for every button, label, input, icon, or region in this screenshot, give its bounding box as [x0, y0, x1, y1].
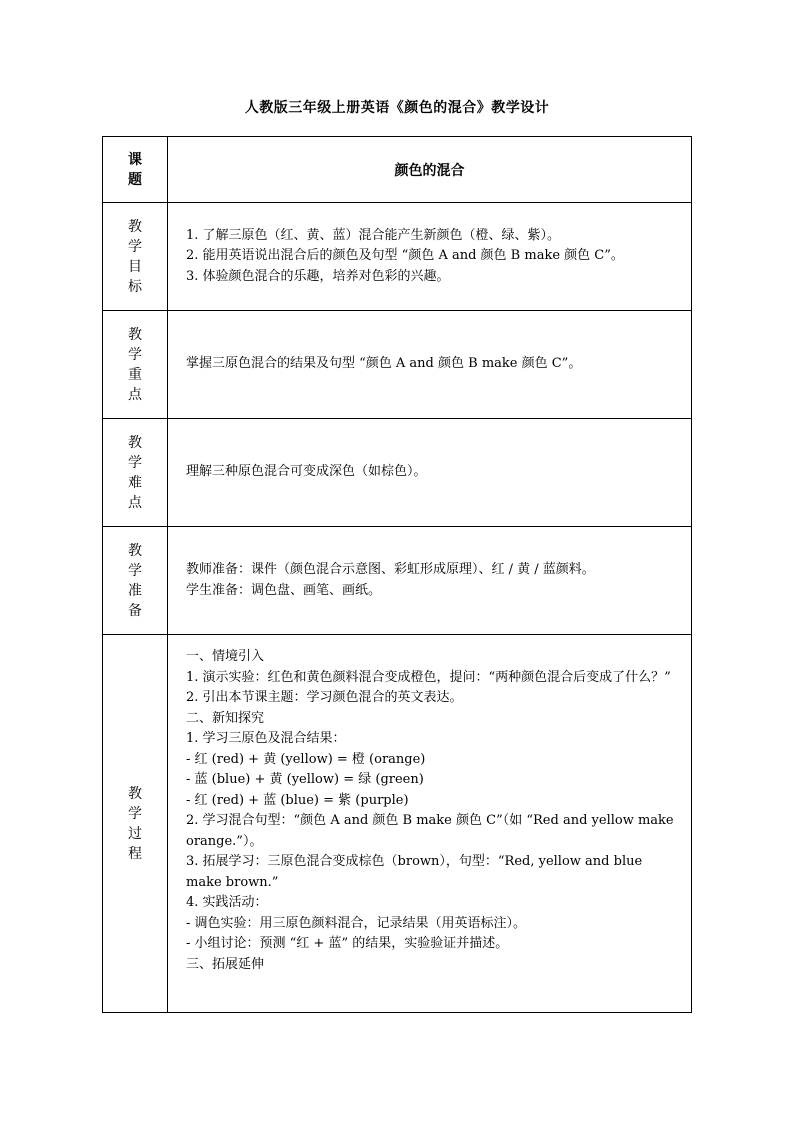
- label-char: 学: [128, 562, 142, 579]
- label-char: 准: [128, 582, 142, 599]
- process-line: 2. 引出本节课主题：学习颜色混合的英文表达。: [186, 690, 463, 705]
- process-line: 2. 学习混合句型：“颜色 A and 颜色 B make 颜色 C”（如 “Red and yellow make orange.”）。: [186, 813, 674, 849]
- process-content: [168, 635, 692, 1013]
- process-line: 1. 演示实验：红色和黄色颜料混合变成橙色，提问：“两种颜色混合后变成了什么？”: [186, 669, 671, 685]
- process-line: 一、情境引入: [186, 649, 265, 664]
- difficulties-content: [168, 419, 692, 527]
- label-char: 教: [128, 434, 142, 451]
- goals-line: 3. 体验颜色混合的乐趣，培养对色彩的兴趣。: [186, 268, 450, 284]
- row-preparation: [103, 527, 692, 635]
- row-key-points: [103, 311, 692, 419]
- label-char: 备: [128, 602, 142, 619]
- label-char: 学: [128, 238, 142, 255]
- label-key-points: [103, 311, 168, 419]
- label-topic: [103, 137, 168, 203]
- label-char: 标: [128, 278, 142, 295]
- topic-value: 颜色的混合: [168, 137, 692, 203]
- row-process: [103, 635, 692, 1013]
- process-line: - 红 (red) + 蓝 (blue) = 紫 (purple): [186, 792, 409, 808]
- label-char: 点: [128, 494, 142, 511]
- label-goals: [103, 203, 168, 311]
- row-goals: [103, 203, 692, 311]
- label-char: 学: [128, 805, 142, 822]
- label-char: 学: [128, 346, 142, 363]
- preparation-line: 学生准备：调色盘、画笔、画纸。: [186, 582, 382, 598]
- label-char: 点: [128, 386, 142, 403]
- key-points-line: 掌握三原色混合的结果及句型 “颜色 A and 颜色 B make 颜色 C”。: [186, 356, 582, 372]
- difficulties-line: 理解三种原色混合可变成深色（如棕色）。: [186, 464, 427, 480]
- label-preparation: [103, 527, 168, 635]
- process-line: 二、新知探究: [186, 710, 265, 726]
- goals-content: [168, 203, 692, 311]
- label-char: 教: [128, 542, 142, 559]
- label-char: 程: [128, 845, 142, 862]
- process-line: - 红 (red) + 黄 (yellow) = 橙 (orange): [186, 751, 426, 767]
- label-char: 教: [128, 218, 142, 235]
- label-char: 难: [128, 474, 142, 491]
- key-points-content: [168, 311, 692, 419]
- document-title: 人教版三年级上册英语《颜色的混合》教学设计: [244, 100, 550, 116]
- row-topic: [103, 137, 692, 203]
- label-char: 课: [128, 151, 142, 168]
- process-line: - 蓝 (blue) + 黄 (yellow) = 绿 (green): [186, 772, 424, 787]
- label-char: 教: [128, 326, 142, 343]
- label-char: 目: [128, 258, 142, 275]
- row-difficulties: [103, 419, 692, 527]
- label-difficulties: [103, 419, 168, 527]
- goals-line: 2. 能用英语说出混合后的颜色及句型 “颜色 A and 颜色 B make 颜色 C”。: [186, 248, 624, 264]
- label-process: [103, 635, 168, 1013]
- label-char: 学: [128, 454, 142, 471]
- process-line: - 调色实验：用三原色颜料混合，记录结果（用英语标注）。: [186, 915, 527, 931]
- label-char: 重: [128, 366, 142, 383]
- preparation-line: 教师准备：课件（颜色混合示意图、彩虹形成原理）、红 / 黄 / 蓝颜料。: [186, 562, 595, 577]
- lesson-plan-table: [102, 136, 692, 1013]
- process-line: 三、拓展延伸: [186, 956, 265, 972]
- label-char: 过: [128, 825, 142, 842]
- preparation-content: [168, 527, 692, 635]
- label-char: 教: [128, 785, 142, 802]
- process-line: 4. 实践活动：: [186, 895, 268, 910]
- process-line: 1. 学习三原色及混合结果：: [186, 731, 346, 746]
- label-char: 题: [128, 171, 142, 188]
- process-line: 3. 拓展学习：三原色混合变成棕色（brown），句型：“Red, yellow and blue make brown.”: [186, 854, 643, 890]
- process-line: - 小组讨论：预测 “红 + 蓝” 的结果，实验验证并描述。: [186, 936, 509, 951]
- goals-line: 1. 了解三原色（红、黄、蓝）混合能产生新颜色（橙、绿、紫）。: [186, 227, 561, 243]
